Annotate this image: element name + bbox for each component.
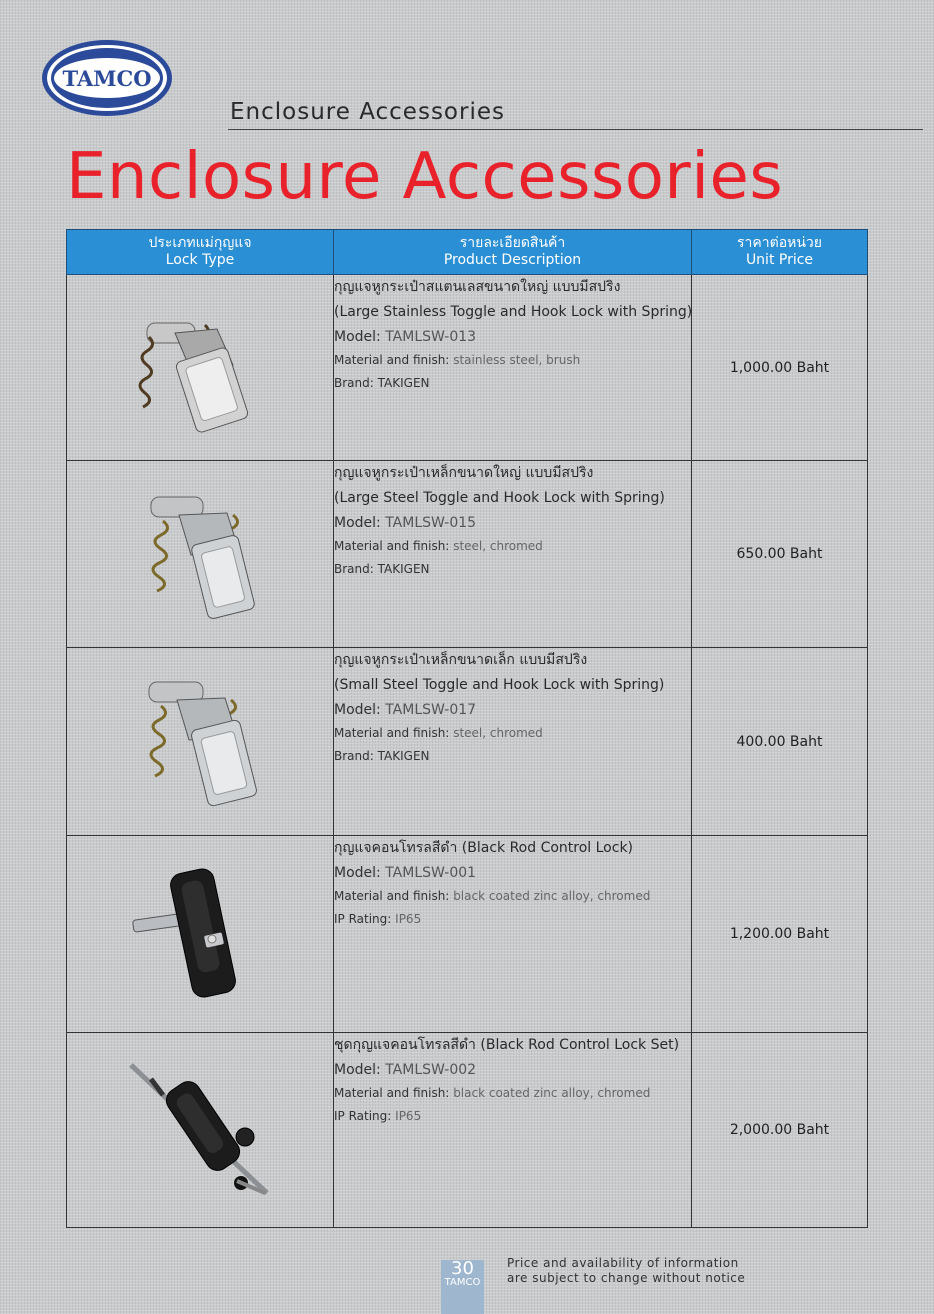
header-description-en: Product Description bbox=[443, 252, 582, 268]
product-description bbox=[334, 275, 692, 461]
table-row bbox=[67, 836, 868, 1033]
brand-label: Brand: bbox=[334, 749, 374, 763]
black-rod-control-lock-photo bbox=[67, 836, 334, 1033]
black-rod-control-lock-set-photo bbox=[67, 1033, 334, 1228]
material-value: black coated zinc alloy, chromed bbox=[453, 1086, 651, 1100]
section-title: Enclosure Accessories bbox=[230, 99, 505, 125]
product-title-en: (Black Rod Control Lock Set) bbox=[480, 1037, 680, 1053]
model-label: Model: bbox=[334, 1062, 381, 1078]
product-title-en: (Small Steel Toggle and Hook Lock with Spring) bbox=[334, 677, 665, 693]
model-value: TAMLSW-013 bbox=[385, 329, 477, 345]
brand-value: TAKIGEN bbox=[377, 562, 430, 576]
product-material bbox=[334, 349, 691, 372]
model-value: TAMLSW-001 bbox=[385, 865, 477, 881]
header-lock-type-thai: ประเภทแม่กุญแจ bbox=[148, 235, 252, 251]
product-material bbox=[334, 722, 691, 745]
material-label: Material and finish: bbox=[334, 353, 450, 367]
product-model bbox=[334, 325, 691, 349]
brand-value: TAKIGEN bbox=[377, 749, 430, 763]
material-label: Material and finish: bbox=[334, 726, 450, 740]
product-title-en: (Black Rod Control Lock) bbox=[461, 840, 634, 856]
header-divider bbox=[228, 129, 923, 130]
product-table bbox=[66, 229, 868, 1228]
logo-text: TAMCO bbox=[62, 66, 152, 91]
product-title-thai: ชุดกุญแจคอนโทรลสีดำ bbox=[334, 1037, 476, 1053]
product-description bbox=[334, 461, 692, 648]
product-description bbox=[334, 1033, 692, 1228]
notice-line-1: Price and availability of information bbox=[507, 1256, 739, 1270]
unit-price: 1,200.00 Baht bbox=[692, 836, 868, 1033]
table-row bbox=[67, 461, 868, 648]
unit-price: 1,000.00 Baht bbox=[692, 275, 868, 461]
page-number: 30 bbox=[451, 1258, 474, 1279]
product-model bbox=[334, 1058, 691, 1082]
product-description bbox=[334, 648, 692, 836]
product-material bbox=[334, 885, 691, 908]
table-row bbox=[67, 648, 868, 836]
product-title bbox=[334, 1033, 691, 1058]
brand-label: Brand: bbox=[334, 376, 374, 390]
product-material bbox=[334, 1082, 691, 1105]
table-row bbox=[67, 275, 868, 461]
table-row bbox=[67, 1033, 868, 1228]
model-value: TAMLSW-017 bbox=[385, 702, 477, 718]
small-steel-toggle-lock-photo bbox=[67, 648, 334, 836]
model-label: Model: bbox=[334, 865, 381, 881]
product-brand bbox=[334, 558, 691, 581]
model-label: Model: bbox=[334, 515, 381, 531]
page-brand: TAMCO bbox=[444, 1277, 481, 1288]
price-notice bbox=[507, 1256, 745, 1286]
product-material bbox=[334, 535, 691, 558]
product-title-en: (Large Stainless Toggle and Hook Lock with Spring) bbox=[334, 304, 693, 320]
notice-line-2: are subject to change without notice bbox=[507, 1271, 746, 1285]
large-steel-toggle-lock-photo bbox=[67, 461, 334, 648]
ip-rating-label: IP Rating: bbox=[334, 1109, 392, 1123]
product-title-thai: กุญแจหูกระเป๋าเหล็กขนาดเล็ก แบบมีสปริง bbox=[334, 652, 588, 668]
product-brand bbox=[334, 372, 691, 395]
product-title-en: (Large Steel Toggle and Hook Lock with Spring) bbox=[334, 490, 665, 506]
brand-value: TAKIGEN bbox=[377, 376, 430, 390]
product-description bbox=[334, 836, 692, 1033]
product-model bbox=[334, 511, 691, 535]
material-value: steel, chromed bbox=[453, 539, 543, 553]
material-label: Material and finish: bbox=[334, 539, 450, 553]
product-ip-rating bbox=[334, 908, 691, 931]
product-title bbox=[334, 836, 691, 861]
header-price bbox=[692, 230, 868, 275]
header-price-en: Unit Price bbox=[745, 252, 814, 268]
unit-price: 2,000.00 Baht bbox=[692, 1033, 868, 1228]
brand-label: Brand: bbox=[334, 562, 374, 576]
model-label: Model: bbox=[334, 329, 381, 345]
product-ip-rating bbox=[334, 1105, 691, 1128]
product-title-thai: กุญแจหูกระเป๋าสแตนเลสขนาดใหญ่ แบบมีสปริง bbox=[334, 279, 621, 295]
material-value: black coated zinc alloy, chromed bbox=[453, 889, 651, 903]
header-description bbox=[334, 230, 692, 275]
material-label: Material and finish: bbox=[334, 1086, 450, 1100]
header-price-thai: ราคาต่อหน่วย bbox=[737, 235, 822, 251]
page-title: Enclosure Accessories bbox=[66, 140, 784, 214]
ip-rating-label: IP Rating: bbox=[334, 912, 392, 926]
product-model bbox=[334, 861, 691, 885]
material-value: stainless steel, brush bbox=[453, 353, 581, 367]
material-label: Material and finish: bbox=[334, 889, 450, 903]
product-model bbox=[334, 698, 691, 722]
product-title-thai: กุญแจหูกระเป๋าเหล็กขนาดใหญ่ แบบมีสปริง bbox=[334, 465, 594, 481]
model-value: TAMLSW-015 bbox=[385, 515, 477, 531]
product-brand bbox=[334, 745, 691, 768]
product-title-thai: กุญแจคอนโทรลสีดำ bbox=[334, 840, 458, 856]
unit-price: 650.00 Baht bbox=[692, 461, 868, 648]
header-lock-type-en: Lock Type bbox=[165, 252, 235, 268]
model-label: Model: bbox=[334, 702, 381, 718]
header-description-thai: รายละเอียดสินค้า bbox=[459, 235, 566, 251]
stainless-toggle-lock-photo bbox=[67, 275, 334, 461]
ip-rating-value: IP65 bbox=[395, 912, 422, 926]
tamco-logo bbox=[40, 38, 174, 118]
ip-rating-value: IP65 bbox=[395, 1109, 422, 1123]
unit-price: 400.00 Baht bbox=[692, 648, 868, 836]
material-value: steel, chromed bbox=[453, 726, 543, 740]
header-lock-type bbox=[67, 230, 334, 275]
model-value: TAMLSW-002 bbox=[385, 1062, 477, 1078]
table-header-row bbox=[67, 230, 868, 275]
